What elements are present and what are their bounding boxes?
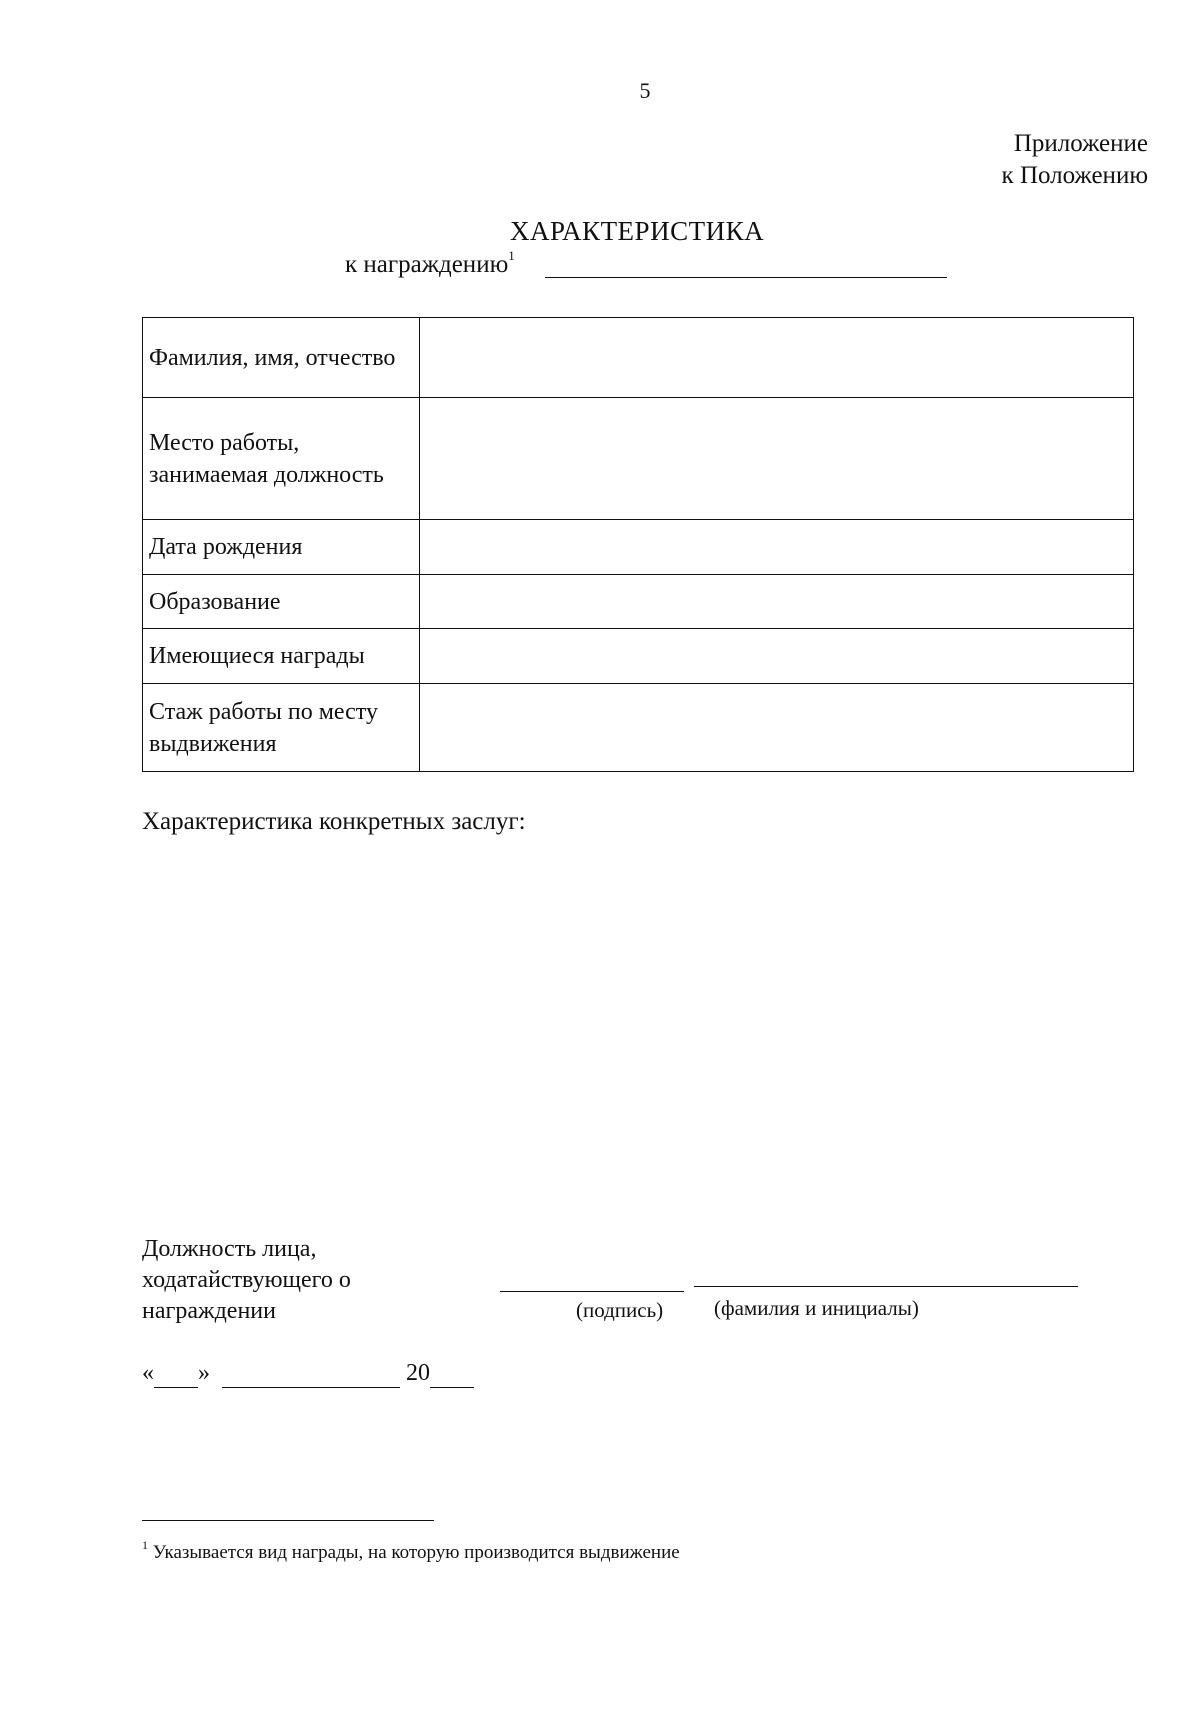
petitioner-line-1: Должность лица, (142, 1236, 317, 1262)
row-label-full-name: Фамилия, имя, отчество (143, 318, 420, 398)
award-type-blank-field[interactable] (545, 277, 947, 278)
table-row (143, 684, 1134, 772)
date-open-quote: « (142, 1360, 154, 1386)
footnote-text: Указывается вид награды, на которую производится выдвижение (152, 1542, 680, 1563)
date-year-prefix: 20 (406, 1360, 430, 1386)
footnote-mark: 1 (142, 1538, 148, 1552)
footnote-reference: 1 (508, 248, 515, 263)
row-label-work-experience: Стаж работы по месту выдвижения (143, 684, 420, 772)
footnote-divider (142, 1520, 434, 1521)
appendix-note (1002, 128, 1148, 192)
name-initials-caption: (фамилия и инициалы) (714, 1296, 919, 1320)
row-label-birth-date: Дата рождения (143, 520, 420, 575)
field-full-name[interactable] (420, 318, 1134, 398)
personal-info-table (142, 317, 1134, 772)
field-workplace-position[interactable] (420, 398, 1134, 520)
table-row (143, 520, 1134, 575)
petitioner-line-2: ходатайствующего о (142, 1267, 351, 1293)
field-birth-date[interactable] (420, 520, 1134, 575)
petitioner-position-label (142, 1234, 351, 1327)
field-awards[interactable] (420, 629, 1134, 684)
table-row (143, 318, 1134, 398)
date-row (142, 1360, 474, 1388)
field-education[interactable] (420, 575, 1134, 629)
date-day-blank[interactable] (154, 1360, 198, 1388)
table-row (143, 398, 1134, 520)
subtitle-text: к награждению (345, 251, 509, 278)
page-number: 5 (639, 78, 651, 103)
name-initials-blank-field[interactable] (694, 1286, 1078, 1287)
date-month-blank[interactable] (222, 1360, 400, 1388)
date-year-blank[interactable] (430, 1360, 474, 1388)
document-subtitle (345, 248, 515, 279)
merits-text-area[interactable] (142, 850, 1134, 1210)
petitioner-line-3: награждении (142, 1298, 276, 1324)
appendix-line-1: Приложение (1013, 130, 1148, 157)
row-label-awards: Имеющиеся награды (143, 629, 420, 684)
row-label-education: Образование (143, 575, 420, 629)
footnote (142, 1538, 680, 1564)
appendix-line-2: к Положению (1001, 162, 1148, 189)
document-title: ХАРАКТЕРИСТИКА (510, 216, 765, 246)
table-row (143, 629, 1134, 684)
signature-caption: (подпись) (576, 1298, 664, 1322)
row-label-workplace-position: Место работы, занимаемая должность (143, 398, 420, 520)
date-close-quote: » (198, 1360, 210, 1386)
field-work-experience[interactable] (420, 684, 1134, 772)
table-row (143, 575, 1134, 629)
signature-blank-field[interactable] (500, 1291, 684, 1292)
merits-label: Характеристика конкретных заслуг: (142, 808, 526, 835)
